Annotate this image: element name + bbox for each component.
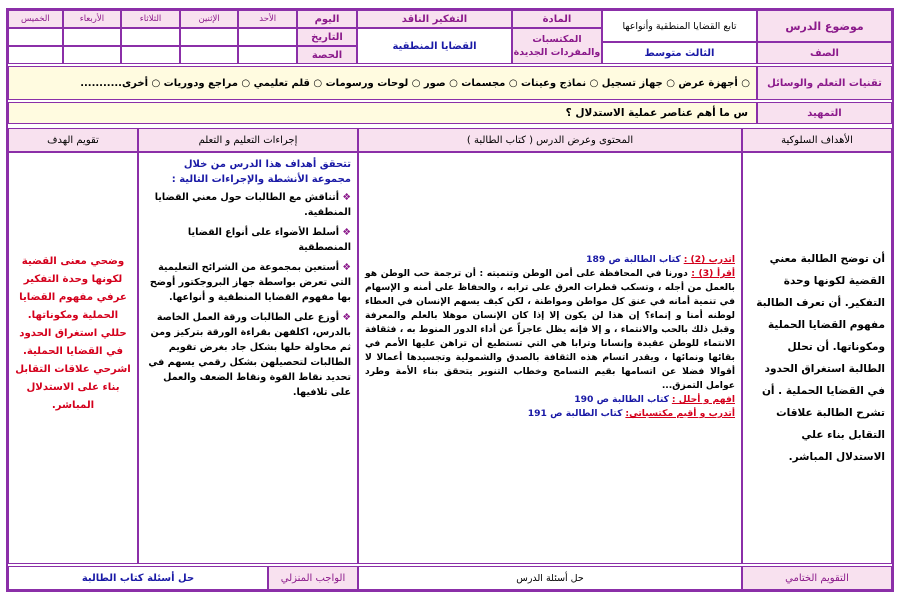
acquired-label: المكتسبات والمفردات الجديدة — [513, 34, 601, 58]
content-cell — [358, 152, 742, 564]
objectives-text: أن توضح الطالبة معني القضية لكونها وحدة التفكير. أن تعرف الطالبة مفهوم القضايا الحملية ومكوناتها. أن تحلل الطالبة استغراق الحدود في القضايا الحملية . أن تشرح الطالبة علاقات التقابل بناء علي الاستدلال المباشر. — [756, 253, 885, 463]
intro-label: التمهيد — [807, 107, 842, 119]
diamond-bullet-icon: ❖ — [342, 192, 351, 203]
evaluation-cell — [8, 152, 138, 564]
intro-cell — [8, 102, 757, 124]
apply-ref: كتاب الطالبة ص 191 — [527, 408, 623, 419]
tools-items: ○ أجهزة عرض ○ جهاز تسجيل ○ نماذج وعينات ○ مجسمات ○ صور ○ لوحات ورسومات ○ قلم تعليمي ○ مراجع ودوريات ○ أخرى........... — [80, 77, 750, 89]
final-eval-value: حل أسئلة الدرس — [516, 572, 584, 584]
subject-label: موضوع الدرس — [785, 19, 864, 33]
subject-value-cell — [602, 10, 757, 42]
date-cell — [180, 28, 239, 46]
col-evaluation-header: تقويم الهدف — [8, 128, 138, 152]
evaluation-text: وضحي معنى القضية لكونها وحدة التفكير عرفي مفهوم القضايا الحملية ومكوناتها. حللي استغراق الحدود في القضايا الحملية. اشرحي علاقات التقابل بناء على الاستدلال المباشر. — [15, 256, 131, 411]
acquired-value-cell — [357, 28, 512, 64]
material-value-cell — [357, 10, 512, 28]
homework-value-cell — [8, 566, 268, 590]
day-mon: الإثنين — [180, 10, 239, 28]
date-label: التاريخ — [311, 31, 343, 43]
procedure-item: ❖ أسلط الأضواء على أنواع القضايا المنصطقية — [187, 227, 351, 253]
homework-label-cell — [268, 566, 358, 590]
col-content-header: المحتوى وعرض الدرس ( كتاب الطالبة ) — [358, 128, 742, 152]
period-cell — [8, 46, 63, 64]
intro-question: س ما أهم عناصر عملية الاستدلال ؟ — [565, 107, 748, 119]
period-cell — [238, 46, 297, 64]
content-block — [365, 253, 735, 421]
col-procedures-header: إجراءات التعليم و التعلم — [138, 128, 358, 152]
procedures-list — [145, 190, 351, 400]
col-objectives-header: الأهداف السلوكية — [742, 128, 892, 152]
diamond-bullet-icon: ❖ — [342, 262, 351, 273]
understand-ref: كتاب الطالبة ص 190 — [574, 394, 669, 405]
homework-value: حل أسئلة كتاب الطالبة — [81, 572, 195, 584]
lesson-plan-sheet — [6, 8, 894, 592]
subject-label-cell — [757, 10, 892, 42]
period-label-cell — [297, 46, 357, 64]
understand-label: افهم و أحلل : — [671, 394, 735, 405]
apply-label: أتدرب و أقيم مكتسباتي: — [625, 408, 735, 419]
material-label-cell — [512, 10, 602, 28]
date-cell — [238, 28, 297, 46]
grade-label: الصف — [810, 47, 839, 59]
acquired-value: القضايا المنطقية — [392, 40, 477, 52]
objectives-cell — [742, 152, 892, 564]
day-thu: الخميس — [8, 10, 63, 28]
date-cell — [63, 28, 122, 46]
date-cell — [121, 28, 180, 46]
material-label: المادة — [542, 13, 572, 25]
material-value: التفكير الناقد — [401, 13, 468, 25]
date-cell — [8, 28, 63, 46]
intro-label-cell — [757, 102, 892, 124]
grade-value-cell — [602, 42, 757, 64]
acquired-label-cell — [512, 28, 602, 64]
period-cell — [63, 46, 122, 64]
procedure-item: ❖ أستعين بمجموعة من الشرائح التعليمية التي تعرض بواسطة جهاز البروجكتور أوضح بها مفهوم القضايا المنطقية و أنواعها. — [149, 262, 351, 303]
period-label: الحصة — [311, 49, 343, 61]
diamond-bullet-icon: ❖ — [342, 312, 351, 323]
day-wed: الأربعاء — [63, 10, 122, 28]
read3-text: دورنا في المحافظة على أمن الوطن وتنميته : أن ترجمة حب الوطن هو بالعمل من أجله ، وتسكب قطرات العرق على ترابه ، والحفاظ على أمنه و الإسهام في تنمية أمانه في عنق كل مواطن ومواطنة ، لكن كيف يسهم الإنسان في العطاء لوطنه أمنا و إنماء؟ إن هذا لن يكون إلا إذا كان الإنسان موهلا بالعلم والمعرفة وقبل ذلك بالحب والانتماء ، و إلا فإنه يظل عاجزاً عن أداء الدور المنوط به ، فثقافة الانتماء للوطن عقيدة وإنسانا وترابا هي التي تستطيع أن تراهن عليها الأمم في بقائها ونمائها ، ويقدر اتسام هذه الثقافة بالصدق والشمولية وتجسيدها أعمالا لا أقوالا فضلا عن اتسامها بقيم التسامح وخطاب التنوير يتحقق بناء الأمة وطرد عوامل التمزق... — [365, 268, 735, 391]
period-cell — [180, 46, 239, 64]
final-eval-value-cell — [358, 566, 742, 590]
date-label-cell — [297, 28, 357, 46]
procedures-cell — [138, 152, 358, 564]
day-tue: الثلاثاء — [121, 10, 180, 28]
read3-label: أقرأ (3) : — [691, 268, 736, 279]
procedures-intro: تتحقق أهداف هذا الدرس من خلال مجموعة الأنشطة والإجراءات التالية : — [171, 159, 351, 185]
grade-value: الثالث متوسط — [644, 47, 715, 59]
tools-cell — [8, 66, 757, 100]
train2-label: اتدرب (2) : — [683, 254, 735, 265]
day-label-cell — [297, 10, 357, 28]
procedure-item: ❖ أوزع على الطالبات ورقة العمل الخاصة بالدرس، اكلفهن بقراءة الورقة بتركيز ومن ثم محاولة حلها بشكل جاد بغرض تقويم الطالبات لتحصيلهن بشكل رقمي يسهم في تحديد نقاط القوة ونقاط الضعف والعمل على تلافيها. — [148, 312, 351, 398]
train2-ref: كتاب الطالبة ص 189 — [586, 254, 681, 265]
final-eval-label: التقويم الختامي — [785, 572, 849, 584]
day-label: اليوم — [314, 13, 340, 25]
procedure-item: ❖ أتناقش مع الطالبات حول معني القضايا المنطقية. — [154, 192, 351, 218]
grade-label-cell — [757, 42, 892, 64]
day-sun: الأحد — [238, 10, 297, 28]
tools-label-cell — [757, 66, 892, 100]
diamond-bullet-icon: ❖ — [342, 227, 351, 238]
period-cell — [121, 46, 180, 64]
homework-label: الواجب المنزلي — [280, 572, 346, 584]
final-eval-label-cell — [742, 566, 892, 590]
subject-value: تابع القضايا المنطقية وأنواعها — [622, 20, 737, 32]
tools-label: تقنيات التعلم والوسائل — [767, 77, 882, 89]
